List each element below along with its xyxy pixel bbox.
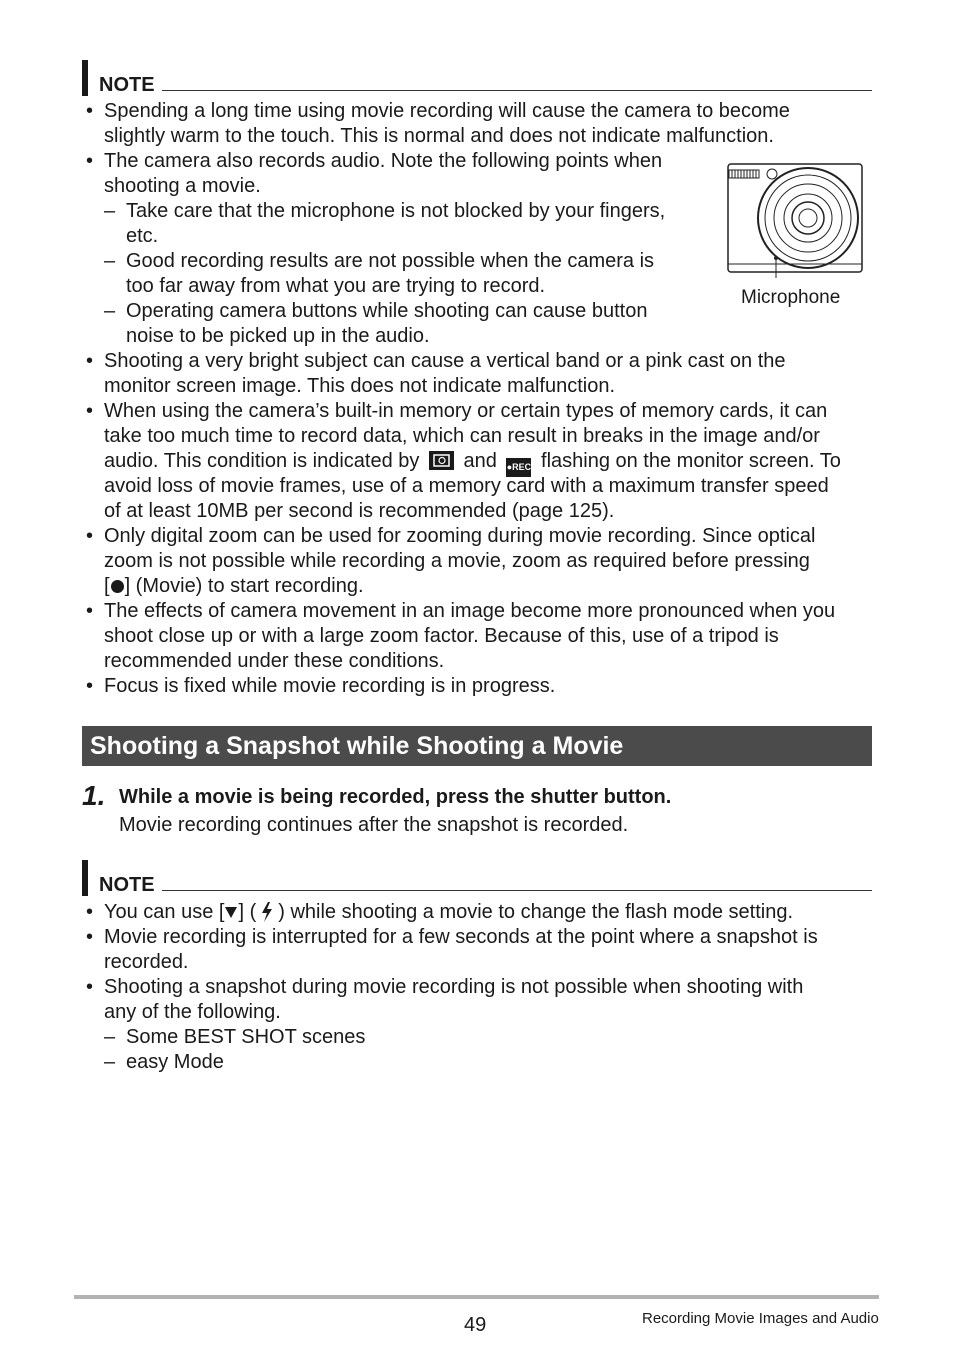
note-text: too far away from what you are trying to record.	[126, 275, 546, 297]
note-text: Shooting a very bright subject can cause a vertical band or a pink cast on the	[104, 350, 786, 372]
figure-caption: Microphone	[741, 287, 841, 308]
dash-icon: –	[104, 200, 116, 222]
note-text: recommended under these conditions.	[104, 650, 445, 672]
note-text: Spending a long time using movie recording will cause the camera to become	[104, 100, 790, 122]
memory-icon	[429, 451, 454, 470]
note-text: shoot close up or with a large zoom factor. Because of this, use of a tripod is	[104, 625, 779, 647]
dash-icon: –	[104, 300, 116, 322]
note-text-part: You can use [	[104, 901, 225, 923]
bullet-icon: •	[86, 525, 94, 547]
dash-icon: –	[104, 1026, 116, 1048]
note-text	[104, 574, 364, 599]
note-text: recorded.	[104, 951, 189, 973]
note-text: Movie recording is interrupted for a few seconds at the point where a snapshot is	[104, 926, 818, 948]
note-text-part: [	[104, 575, 110, 597]
section-title: Shooting a Snapshot while Shooting a Movie	[90, 732, 624, 760]
note-text: Take care that the microphone is not blocked by your fingers,	[126, 200, 666, 222]
footer-rule	[74, 1295, 879, 1299]
note-text: monitor screen image. This does not indicate malfunction.	[104, 375, 616, 397]
note-text-part: ) while shooting a movie to change the flash mode setting.	[278, 901, 793, 923]
note-rule	[162, 890, 872, 891]
bullet-icon: •	[86, 926, 94, 948]
bullet-icon: •	[86, 400, 94, 422]
flash-icon	[259, 901, 275, 923]
note-text-part: and	[463, 450, 497, 472]
note-text: Focus is fixed while movie recording is in progress.	[104, 675, 556, 697]
bullet-icon: •	[86, 901, 94, 923]
bullet-icon: •	[86, 100, 94, 122]
dash-icon: –	[104, 1051, 116, 1073]
movie-button-icon	[111, 580, 124, 593]
chapter-title: Recording Movie Images and Audio	[642, 1310, 879, 1327]
note-text: Good recording results are not possible when the camera is	[126, 250, 655, 272]
note-text: Shooting a snapshot during movie recording is not possible when shooting with	[104, 976, 804, 998]
note-text: noise to be picked up in the audio.	[126, 325, 430, 347]
note-text: zoom is not possible while recording a movie, zoom as required before pressing	[104, 550, 810, 572]
note-text: any of the following.	[104, 1001, 281, 1023]
step-heading: While a movie is being recorded, press the shutter button.	[119, 786, 672, 808]
note-text: The camera also records audio. Note the following points when	[104, 150, 663, 172]
note-text: The effects of camera movement in an image become more pronounced when you	[104, 600, 836, 622]
note-text: etc.	[126, 225, 159, 247]
bullet-icon: •	[86, 350, 94, 372]
note-text	[104, 449, 841, 477]
step-text: Movie recording continues after the snapshot is recorded.	[119, 814, 629, 836]
bullet-icon: •	[86, 600, 94, 622]
dash-icon: –	[104, 250, 116, 272]
note-text: Operating camera buttons while shooting can cause button	[126, 300, 648, 322]
rec-icon: ●REC	[506, 458, 531, 477]
note-label: NOTE	[99, 874, 155, 896]
note-text: slightly warm to the touch. This is normal and does not indicate malfunction.	[104, 125, 774, 147]
note-text: easy Mode	[126, 1051, 224, 1073]
note-text: take too much time to record data, which can result in breaks in the image and/or	[104, 425, 820, 447]
note-text: avoid loss of movie frames, use of a memory card with a maximum transfer speed	[104, 475, 829, 497]
note-text: shooting a movie.	[104, 175, 261, 197]
note-marker	[82, 860, 88, 896]
camera-microphone-illustration	[726, 160, 866, 278]
note-text: Only digital zoom can be used for zooming during movie recording. Since optical	[104, 525, 816, 547]
note-text-part: ] (	[238, 901, 257, 923]
note-text-part: audio. This condition is indicated by	[104, 450, 420, 472]
note-text: Some BEST SHOT scenes	[126, 1026, 366, 1048]
page-number: 49	[464, 1314, 487, 1336]
note-text: When using the camera’s built-in memory or certain types of memory cards, it can	[104, 400, 828, 422]
note-rule	[162, 90, 872, 91]
step-number: 1.	[82, 780, 106, 811]
note-label: NOTE	[99, 74, 155, 96]
bullet-icon: •	[86, 150, 94, 172]
note-text	[104, 900, 793, 925]
down-triangle-icon	[224, 905, 238, 919]
bullet-icon: •	[86, 675, 94, 697]
section-heading	[82, 726, 872, 766]
note-text-part: ] (Movie) to start recording.	[124, 575, 364, 597]
bullet-icon: •	[86, 976, 94, 998]
note-text-part: flashing on the monitor screen. To	[541, 450, 841, 472]
note-marker	[82, 60, 88, 96]
note-text: of at least 10MB per second is recommended (page 125).	[104, 500, 615, 522]
